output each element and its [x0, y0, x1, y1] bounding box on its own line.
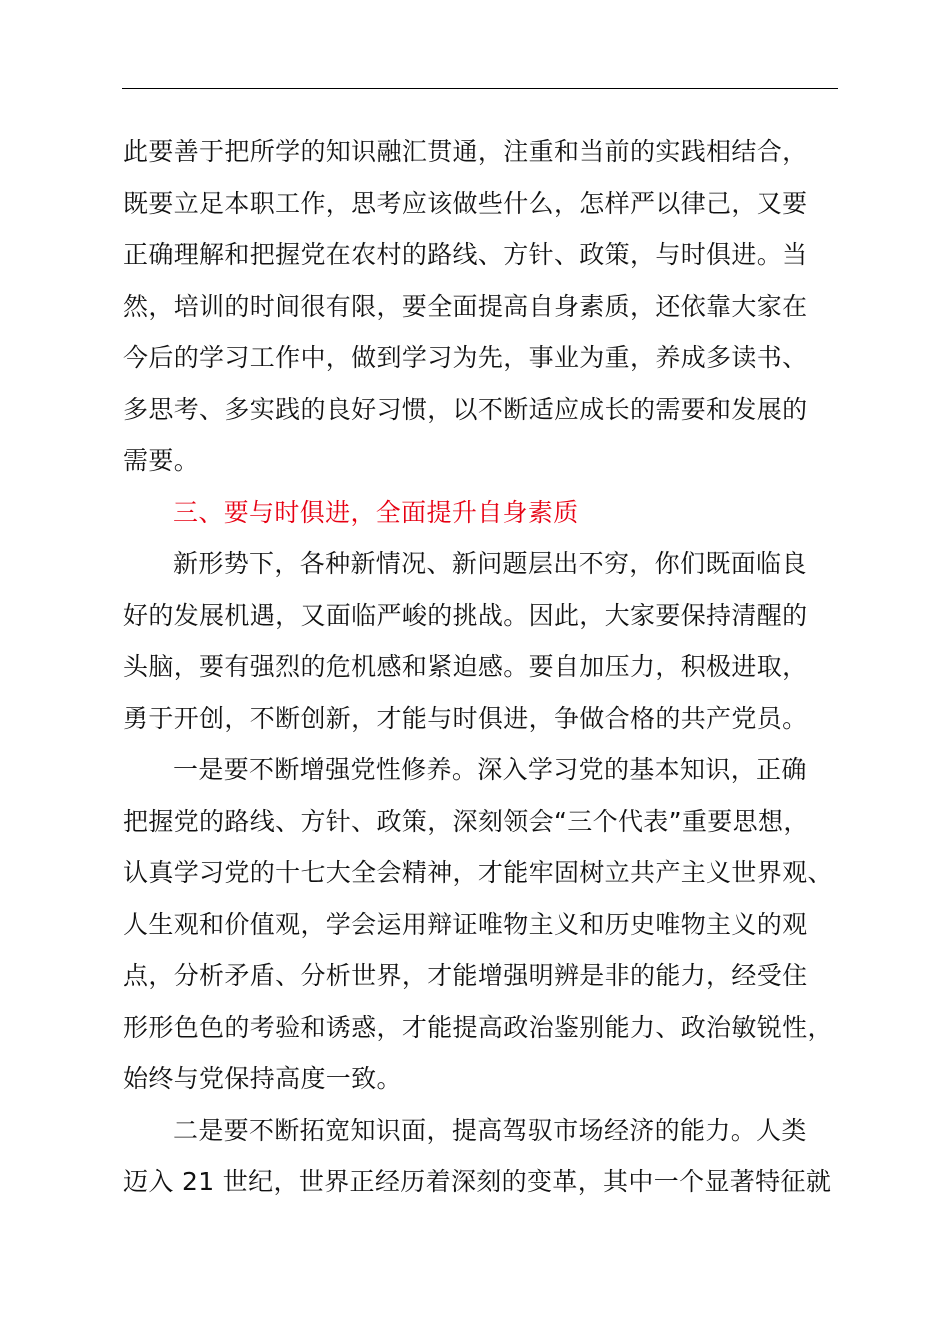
- paragraph-line: 需要。: [123, 446, 200, 475]
- paragraph-line: 点，分析矛盾、分析世界，才能增强明辨是非的能力，经受住: [123, 961, 808, 990]
- paragraph-line: 多思考、多实践的良好习惯，以不断适应成长的需要和发展的: [123, 394, 808, 424]
- paragraph-line: 好的发展机遇，又面临严峻的挑战。因此，大家要保持清醒的: [123, 600, 808, 630]
- paragraph-line: 认真学习党的十七大全会精神，才能牢固树立共产主义世界观、: [123, 858, 833, 887]
- paragraph-line: 一是要不断增强党性修养。深入学习党的基本知识，正确: [173, 755, 807, 784]
- paragraph-line: 此要善于把所学的知识融汇贯通，注重和当前的实践相结合，: [123, 137, 808, 166]
- section-heading: 三、要与时俱进，全面提升自身素质: [173, 497, 579, 527]
- paragraph-line: 然，培训的时间很有限，要全面提高自身素质，还依靠大家在: [123, 291, 808, 321]
- paragraph-line: 二是要不断拓宽知识面，提高驾驭市场经济的能力。人类: [173, 1115, 807, 1145]
- paragraph-line: 迈入 21 世纪，世界正经历着深刻的变革，其中一个显著特征就: [123, 1167, 832, 1196]
- paragraph-line: 今后的学习工作中，做到学习为先，事业为重，养成多读书、: [123, 343, 808, 372]
- paragraph-line: 把握党的路线、方针、政策，深刻领会“三个代表”重要思想，: [123, 806, 809, 836]
- paragraph-line: 形形色色的考验和诱惑，才能提高政治鉴别能力、政治敏锐性，: [123, 1012, 833, 1042]
- paragraph-line: 正确理解和把握党在农村的路线、方针、政策，与时俱进。当: [123, 240, 808, 269]
- paragraph-line: 头脑，要有强烈的危机感和紧迫感。要自加压力，积极进取，: [123, 652, 808, 681]
- paragraph-line: 人生观和价值观，学会运用辩证唯物主义和历史唯物主义的观: [123, 909, 808, 939]
- paragraph-line: 新形势下，各种新情况、新问题层出不穷，你们既面临良: [173, 549, 807, 578]
- paragraph-line: 既要立足本职工作，思考应该做些什么，怎样严以律己，又要: [123, 188, 808, 218]
- header-rule: [122, 88, 838, 89]
- document-body: [123, 126, 839, 1208]
- paragraph-line: 始终与党保持高度一致。: [123, 1064, 402, 1093]
- paragraph-line: 勇于开创，不断创新，才能与时俱进，争做合格的共产党员。: [123, 703, 808, 733]
